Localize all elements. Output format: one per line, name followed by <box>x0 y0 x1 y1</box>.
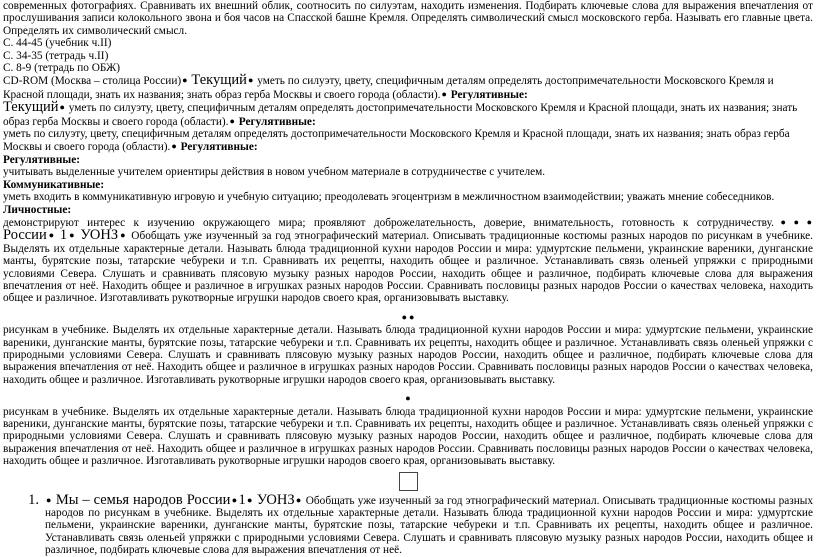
bullet-icon: ● <box>405 393 411 404</box>
bullet-separator <box>3 311 813 324</box>
regulative-label: Регулятивные: <box>238 115 316 128</box>
skill-text: уметь по силуэту, цвету, специфичным деталям определять достопримечательности Московского Кремля и Красной площади, знать их названия; знать образ герба Москвы и своего города (области). <box>3 75 774 101</box>
bullet-icon: ● <box>806 216 813 227</box>
regulative-heading: Регулятивные: <box>3 153 80 166</box>
cdrom-label: CD-ROM (Москва – столица России) <box>3 75 182 88</box>
uonz-label: УОНЗ <box>256 491 295 508</box>
bullet-icon: ● <box>119 230 127 241</box>
lesson-number: 1 <box>238 491 246 508</box>
bullet-icon: ● <box>774 216 792 227</box>
skill-text: уметь по силуэту, цвету, специфичным деталям определять достопримечательности Московского Кремля и Красной площади, знать их названия; знать образ герба Москвы и своего города (области). <box>3 102 798 128</box>
lesson-number: 1 <box>59 227 68 244</box>
bullet-icon: ● <box>59 102 65 113</box>
bullet-icon: ● <box>231 494 238 505</box>
intro-paragraph: современных фотографиях. Сравнивать их внешний облик, соотносить по силуэтам, находить изменения. Подбирать ключевые слова для выражения впечатления от прослушивания записи колокольного звона и боя часов на Спасской башне Кремля. Определять символический смысл московского герба. Называть его главные цвета. Определять их символический смысл. <box>3 0 813 37</box>
bullet-separator <box>3 392 813 405</box>
rossii-paragraph <box>3 229 813 304</box>
bullet-icon: ● <box>246 494 253 505</box>
bullet-icon: ● <box>401 311 407 322</box>
bullet-icon: ● <box>247 75 254 86</box>
tekushchiy-label: Текущий <box>191 72 247 89</box>
bullet-icon: ● <box>295 494 302 505</box>
regulative-label: Регулятивные: <box>450 88 528 101</box>
regulative-text: учитывать выделенные учителем ориентиры действия в новом учебном материале в сотрудничестве с учителем. <box>3 166 546 179</box>
risunkam-paragraph-1: рисункам в учебнике. Выделять их отдельные характерные детали. Называть блюда традиционной кухни народов России и мира: удмуртские пельмени, украинские вареники, дунганские манты, бурятские позы, татарские чебуреки и т.п. Сравнивать их рецепты, находить общее и различное. Устанавливать связь оленьей упряжки с природными условиями Севера. Слушать и сравнивать пляcовую музыку разных народов России, находить общее и различное, подбирать ключевые слова для выражения впечатления от неё. Находить общее и различное в игрушках разных народов России. Сравнивать пословицы разных народов России о качествах человека, находить общее и различное. Изготавливать рукотворные игрушки народов своего края, организовывать выставку. <box>3 324 813 386</box>
cdrom-paragraph <box>3 74 813 101</box>
list-title: Мы – семья народов России <box>55 491 231 508</box>
bullet-icon: ● <box>182 75 188 86</box>
rossii-label: России <box>3 227 47 244</box>
obobshchat-text: Обобщать уже изученный за год этнографический материал. Описывать традиционные костюмы разных народов по рисункам в учебнике. Выделять их отдельные характерные детали. Называть блюда традиционной кухни народов России и мира: удмуртские пельмени, украинские вареники, дунганские манты, бурятские позы, татарские чебуреки и т.п. Сравнивать их рецепты, находить общее и различное. Устанавливать связь оленьей упряжки с природными условиями Севера. Слушать и сравнивать пляcовую музыку разных народов России, находить общее и различное, подбирать ключевые слова для выражения впечатления от неё. Находить общее и различное в игрушках разных народов России. Сравнивать пословицы разных народов России о качествах человека, находить общее и различное. Изготавливать рукотворные игрушки народов своего края, организовывать выставку. <box>3 230 813 305</box>
risunkam-paragraph-2: рисункам в учебнике. Выделять их отдельные характерные детали. Называть блюда традиционной кухни народов России и мира: удмуртские пельмени, украинские вареники, дунганские манты, бурятские позы, татарские чебуреки и т.п. Сравнивать их рецепты, находить общее и различное. Устанавливать связь оленьей упряжки с природными условиями Севера. Слушать и сравнивать пляcовую музыку разных народов России, находить общее и различное, подбирать ключевые слова для выражения впечатления от неё. Находить общее и различное в игрушках разных народов России. Сравнивать пословицы разных народов России о качествах человека, находить общее и различное. Изготавливать рукотворные игрушки народов своего края, организовывать выставку. <box>3 405 813 468</box>
bullet-icon: ● <box>171 141 177 152</box>
bullet-icon: ● <box>68 230 76 241</box>
bullet-icon: ● <box>46 494 52 505</box>
bullet-icon: ● <box>793 216 805 227</box>
communicative-text: уметь входить в коммуникативную игровую и учебную ситуацию; преодолевать эгоцентризм в межличностном взаимодействии; уважать мнение собеседников. <box>3 191 775 204</box>
tekushchiy-label: Текущий <box>3 99 59 116</box>
bullet-icon: ● <box>409 311 415 322</box>
ref-textbook: С. 44-45 (учебник ч.II) <box>3 37 112 50</box>
bullet-icon: ● <box>229 115 235 126</box>
list-item <box>3 491 813 557</box>
tekushchiy-paragraph <box>3 101 813 128</box>
bullet-icon: ● <box>441 88 447 99</box>
regulative-label: Регулятивные: <box>180 141 258 154</box>
skill-paragraph <box>3 128 813 154</box>
personal-heading: Личностные: <box>3 203 72 216</box>
list-number: 1. <box>28 491 39 508</box>
list-item-text <box>45 491 813 557</box>
uonz-label: УОНЗ <box>80 227 119 244</box>
personal-text: демонстрируют интерес к изучению окружающего мира; проявляют доброжелательность, доверие, внимательность, готовность к сотрудничеству.● ● ● <box>3 216 813 229</box>
communicative-heading: Коммуникативные: <box>3 178 105 191</box>
empty-checkbox-icon <box>399 472 418 491</box>
skill-text: уметь по силуэту, цвету, специфичным деталям определять достопримечательности Московского Кремля и Красной площади, знать их названия; знать образ герба Москвы и своего города (области). <box>3 128 790 154</box>
ref-obzh: С. 8-9 (тетрадь по ОБЖ) <box>3 62 121 75</box>
bullet-icon: ● <box>47 230 56 241</box>
ref-workbook: С. 34-35 (тетрадь ч.II) <box>3 49 109 62</box>
list-obobshchat-text: Обобщать уже изученный за год этнографический материал. Описывать традиционные костюмы разных народов по рисункам в учебнике. Выделять их отдельные характерные детали. Называть блюда традиционной кухни народов России и мира: удмуртские пельмени, украинские вареники, дунганские манты, бурятские позы, татарские чебуреки и т.п. Сравнивать их рецепты, находить общее и различное. Устанавливать связь оленьей упряжки с природными условиями Севера. Слушать и сравнивать пляcовую музыку разных народов России, находить общее и различное, подбирать ключевые слова для выражения впечатления от неё. <box>45 494 813 557</box>
